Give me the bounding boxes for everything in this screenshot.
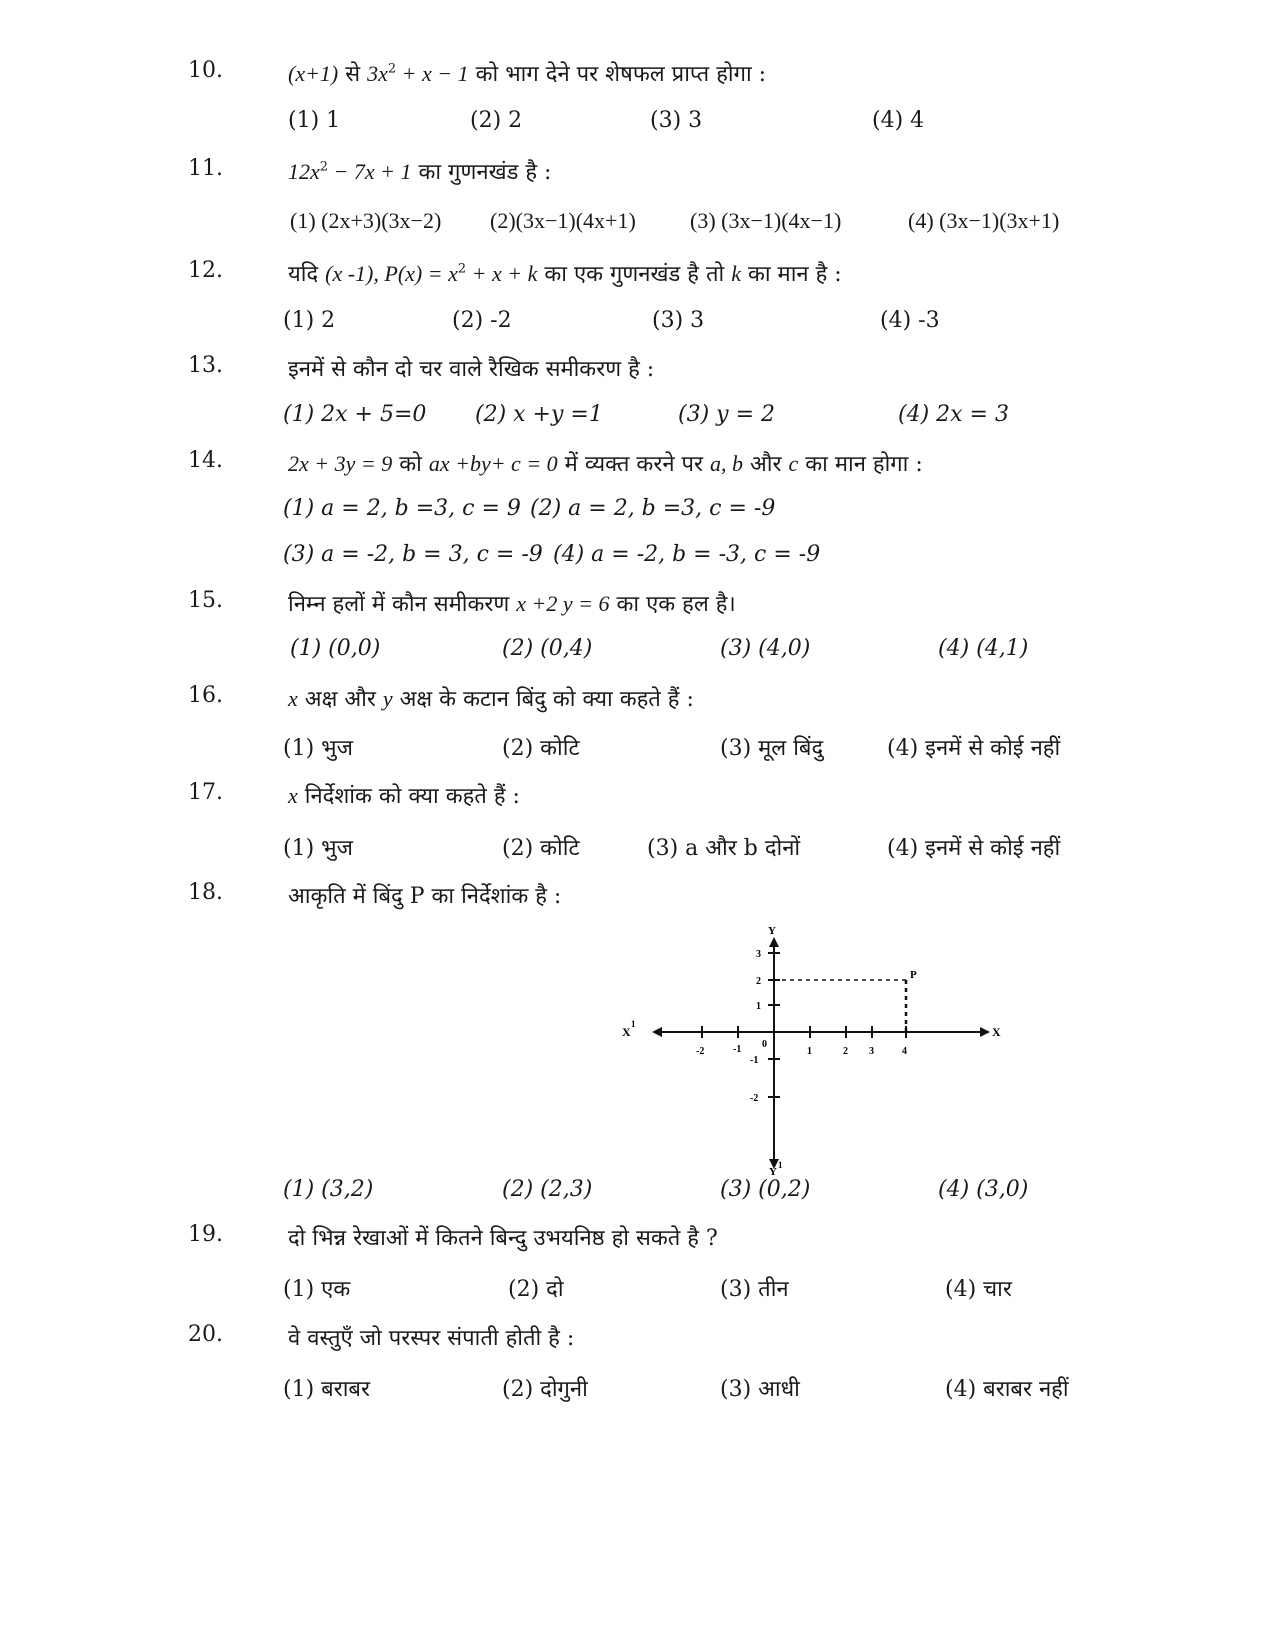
question-number: 20.: [188, 1322, 223, 1347]
question-number: 12.: [188, 258, 223, 283]
x-axis-arrow-icon: [980, 1027, 990, 1037]
question-number: 10.: [188, 58, 223, 83]
question-number: 11.: [188, 156, 223, 181]
question-text: इनमें से कौन दो चर वाले रैखिक समीकरण है :: [288, 357, 655, 382]
option: (1) 2x + 5=0: [283, 402, 427, 427]
option: (3) (3x−1)(4x−1): [690, 208, 842, 233]
option: (1) a = 2, b =3, c = 9: [283, 496, 521, 521]
option: (1) (0,0): [290, 636, 381, 661]
question-text: निम्न हलों में कौन समीकरण x +2 y = 6 का एक हल है।: [288, 591, 736, 617]
x-tick-label: 3: [869, 1046, 874, 1057]
y-tick-label: 2: [756, 976, 761, 987]
option: (3) 3: [650, 108, 703, 133]
question-text: $12x^2 - 7x + 1$ का गुणनखंड है :: [288, 159, 552, 185]
question-text: दो भिन्न रेखाओं में कितने बिन्दु उभयनिष्ठ हो सकते है ?: [288, 1226, 718, 1251]
question-number: 16.: [188, 683, 223, 708]
option: (4) -3: [880, 308, 940, 333]
x-neg-sup: 1: [631, 1019, 636, 1029]
option: (2) (0,4): [502, 636, 593, 661]
option: (2) x +y =1: [475, 402, 603, 427]
y-axis-arrow-icon: [769, 937, 779, 947]
y-tick-label: -1: [750, 1055, 759, 1066]
question-text: 2x + 3y = 9 को ax +by+ c = 0 में व्यक्त करने पर a, b और c का मान होगा :: [288, 451, 923, 477]
option: (2) दो: [508, 1277, 564, 1302]
option: (4) चार: [945, 1277, 1012, 1302]
y-axis-label: Y: [768, 925, 776, 937]
y-tick-label: -2: [750, 1093, 759, 1104]
option: (2) दोगुनी: [502, 1377, 588, 1402]
x-tick-label: 2: [843, 1046, 848, 1057]
question-number: 19.: [188, 1222, 223, 1247]
point-label: P: [910, 969, 917, 981]
y-neg-label: Y: [769, 1166, 777, 1178]
option: (2)(3x−1)(4x+1): [490, 208, 636, 233]
option: (1) भुज: [283, 836, 353, 861]
option: (2) कोटि: [502, 836, 580, 861]
option: (4) इनमें से कोई नहीं: [887, 836, 1061, 861]
option: (3) a = -2, b = 3, c = -9: [283, 542, 543, 567]
x-neg-arrow-icon: [652, 1027, 662, 1037]
option: (3) y = 2: [678, 402, 776, 427]
option: (3) मूल बिंदु: [720, 736, 824, 761]
option: (1) बराबर: [283, 1377, 370, 1402]
option: (1) एक: [283, 1277, 351, 1302]
option: (4) इनमें से कोई नहीं: [887, 736, 1061, 761]
question-text: x निर्देशांक को क्या कहते हैं :: [288, 783, 520, 809]
question-number: 18.: [188, 880, 223, 905]
question-number: 14.: [188, 448, 223, 473]
option: (4) (4,1): [938, 636, 1029, 661]
x-tick-label: 1: [807, 1046, 812, 1057]
y-neg-sup: 1: [778, 1160, 783, 1170]
option: (2) -2: [452, 308, 512, 333]
option: (2) 2: [470, 108, 523, 133]
option: (1) 1: [288, 108, 341, 133]
option: (1) (3,2): [283, 1177, 374, 1202]
option: (3) (4,0): [720, 636, 811, 661]
question-number: 15.: [188, 588, 223, 613]
option: (4) बराबर नहीं: [945, 1377, 1069, 1402]
option: (3) a और b दोनों: [647, 836, 801, 861]
option: (4) a = -2, b = -3, c = -9: [553, 542, 821, 567]
x-neg-label: X: [622, 1025, 631, 1039]
option: (4) 4: [872, 108, 925, 133]
option: (4) (3,0): [938, 1177, 1029, 1202]
coordinate-graph: [622, 925, 1001, 1178]
option: (2) a = 2, b =3, c = -9: [530, 496, 776, 521]
question-text: (x+1) से $3x^2 + x - 1$ को भाग देने पर शेषफल प्राप्त होगा :: [288, 61, 767, 87]
x-tick-label: -2: [696, 1046, 705, 1057]
x-tick-label: 4: [902, 1046, 907, 1057]
question-number: 13.: [188, 353, 223, 378]
question-text: आकृति में बिंदु P का निर्देशांक है :: [288, 884, 562, 909]
option: (3) आधी: [720, 1377, 800, 1402]
option: (2) (2,3): [502, 1177, 593, 1202]
origin-label: 0: [762, 1039, 767, 1050]
option: (1) (2x+3)(3x−2): [290, 208, 442, 233]
option: (3) (0,2): [720, 1177, 811, 1202]
option: (3) तीन: [720, 1277, 789, 1302]
y-tick-label: 3: [756, 949, 761, 960]
x-axis-label: X: [992, 1025, 1001, 1039]
option: (1) भुज: [283, 736, 353, 761]
question-text: यदि (x -1), $P(x) = x^2 + x + k$ का एक गुणनखंड है तो k का मान है :: [288, 261, 842, 287]
question-text: वे वस्तुएँ जो परस्पर संपाती होती है :: [288, 1326, 575, 1351]
option: (3) 3: [652, 308, 705, 333]
x-tick-label: -1: [733, 1044, 742, 1055]
option: (4) 2x = 3: [898, 402, 1009, 427]
question-number: 17.: [188, 780, 223, 805]
option: (4) (3x−1)(3x+1): [908, 208, 1060, 233]
question-text: x अक्ष और y अक्ष के कटान बिंदु को क्या कहते हैं :: [288, 686, 694, 712]
y-tick-label: 1: [756, 1001, 761, 1012]
option: (2) कोटि: [502, 736, 580, 761]
option: (1) 2: [283, 308, 336, 333]
